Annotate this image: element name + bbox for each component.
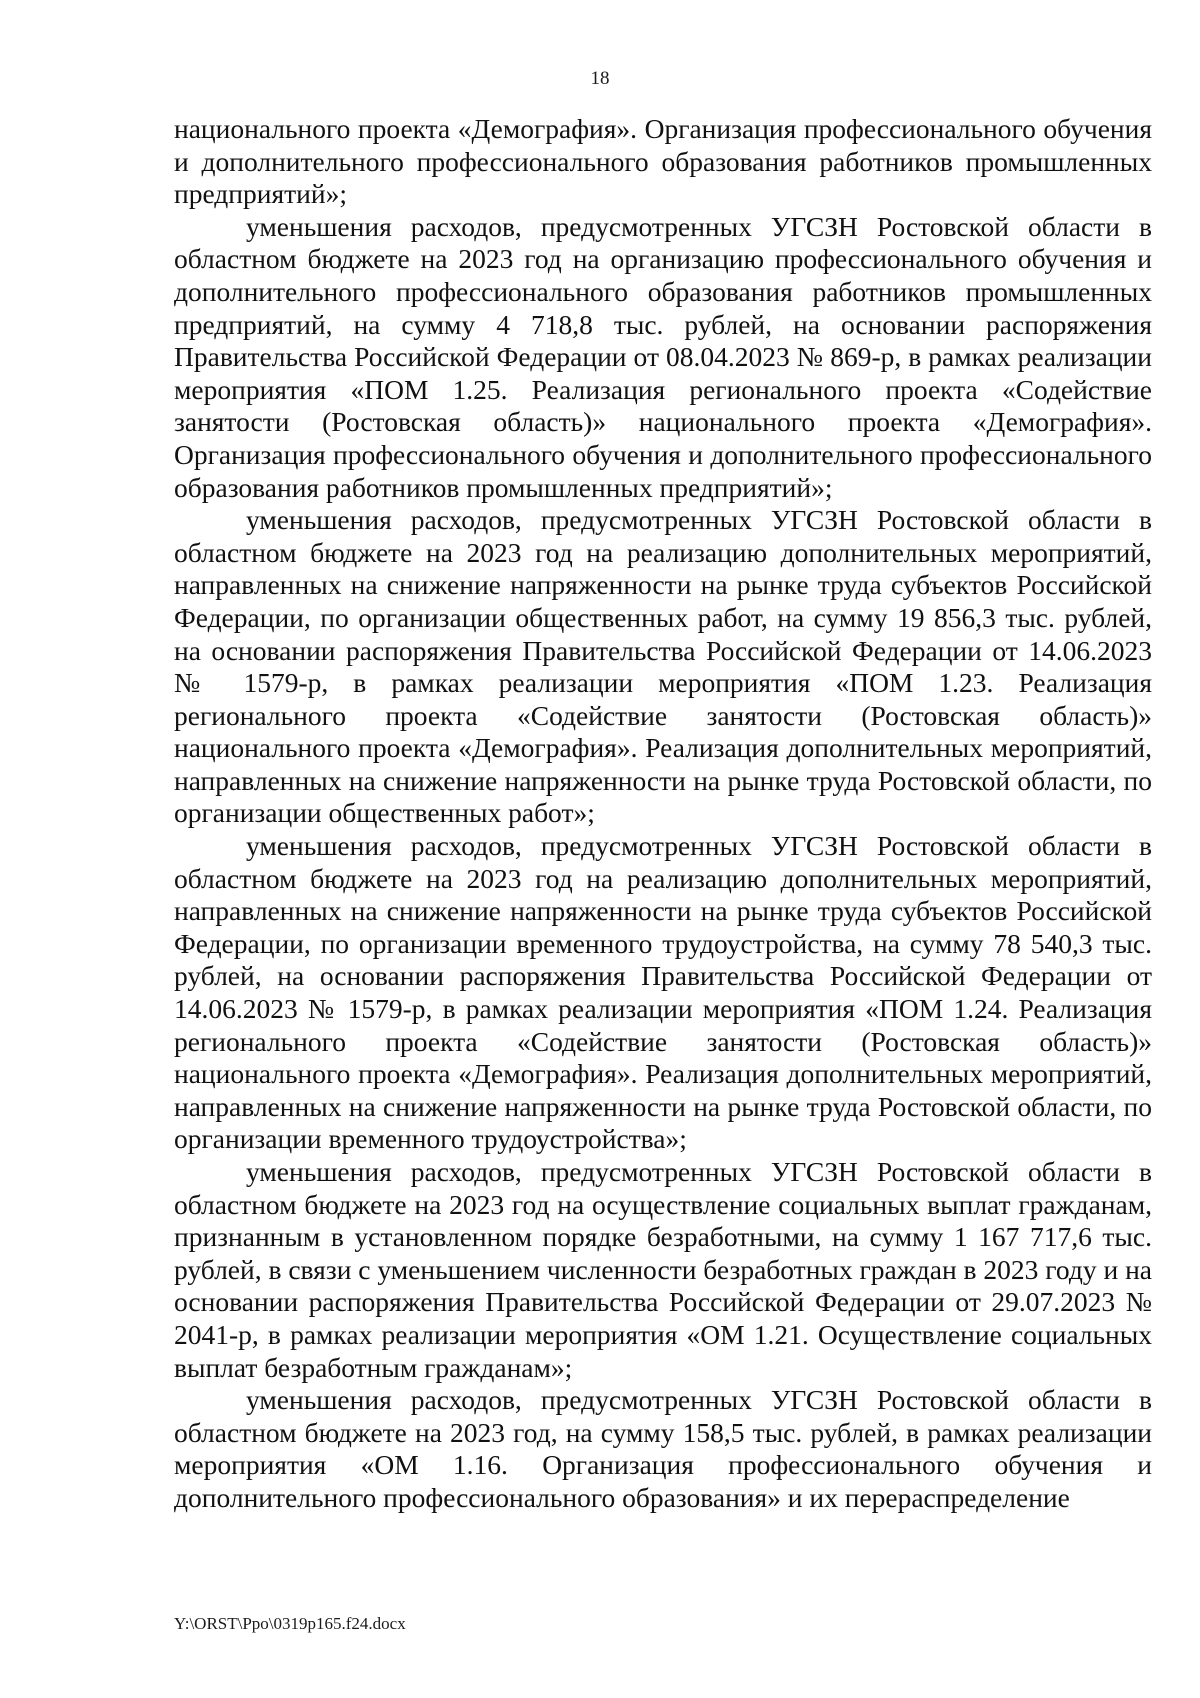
- paragraph: уменьшения расходов, предусмотренных УГСЗН Ростовской области в областном бюджете на 2023 год на реализацию дополнительных мероприятий, направленных на снижение напряженности на рынке труда субъектов Российской Федерации, по организации общественных работ, на сумму 19 856,3 тыс. рублей, на основании распоряжения Правительства Российской Федерации от 14.06.2023 № 1579-р, в рамках реализации мероприятия «ПОМ 1.23. Реализация регионального проекта «Содействие занятости (Ростовская область)» национального проекта «Демография». Реализация дополнительных мероприятий, направленных на снижение напряженности на рынке труда Ростовской области, по организации общественных работ»;: [174, 504, 1152, 829]
- paragraph-continuation: национального проекта «Демография». Организация профессионального обучения и дополнительного профессионального образования работников промышленных предприятий»;: [174, 113, 1152, 210]
- paragraph: уменьшения расходов, предусмотренных УГСЗН Ростовской области в областном бюджете на 2023 год на организацию профессионального обучения и дополнительного профессионального образования работников промышленных предприятий, на сумму 4 718,8 тыс. рублей, на основании распоряжения Правительства Российской Федерации от 08.04.2023 № 869-р, в рамках реализации мероприятия «ПОМ 1.25. Реализация регионального проекта «Содействие занятости (Ростовская область)» национального проекта «Демография». Организация профессионального обучения и дополнительного профессионального образования работников промышленных предприятий»;: [174, 210, 1152, 503]
- document-body: [174, 113, 1152, 1515]
- page-number: 18: [590, 68, 610, 89]
- paragraph: уменьшения расходов, предусмотренных УГСЗН Ростовской области в областном бюджете на 2023 год на реализацию дополнительных мероприятий, направленных на снижение напряженности на рынке труда субъектов Российской Федерации, по организации временного трудоустройства, на сумму 78 540,3 тыс. рублей, на основании распоряжения Правительства Российской Федерации от 14.06.2023 № 1579-р, в рамках реализации мероприятия «ПОМ 1.24. Реализация регионального проекта «Содействие занятости (Ростовская область)» национального проекта «Демография». Реализация дополнительных мероприятий, направленных на снижение напряженности на рынке труда Ростовской области, по организации временного трудоустройства»;: [174, 830, 1152, 1155]
- paragraph: уменьшения расходов, предусмотренных УГСЗН Ростовской области в областном бюджете на 2023 год, на сумму 158,5 тыс. рублей, в рамках реализации мероприятия «ОМ 1.16. Организация профессионального обучения и дополнительного профессионального образования» и их перераспределение: [174, 1384, 1152, 1513]
- paragraph: уменьшения расходов, предусмотренных УГСЗН Ростовской области в областном бюджете на 2023 год на осуществление социальных выплат гражданам, признанным в установленном порядке безработными, на сумму 1 167 717,6 тыс. рублей, в связи с уменьшением численности безработных граждан в 2023 году и на основании распоряжения Правительства Российской Федерации от 29.07.2023 № 2041-р, в рамках реализации мероприятия «ОМ 1.21. Осуществление социальных выплат безработным гражданам»;: [174, 1156, 1152, 1383]
- footer-file-path: Y:\ORST\Ppo\0319p165.f24.docx: [174, 1614, 406, 1633]
